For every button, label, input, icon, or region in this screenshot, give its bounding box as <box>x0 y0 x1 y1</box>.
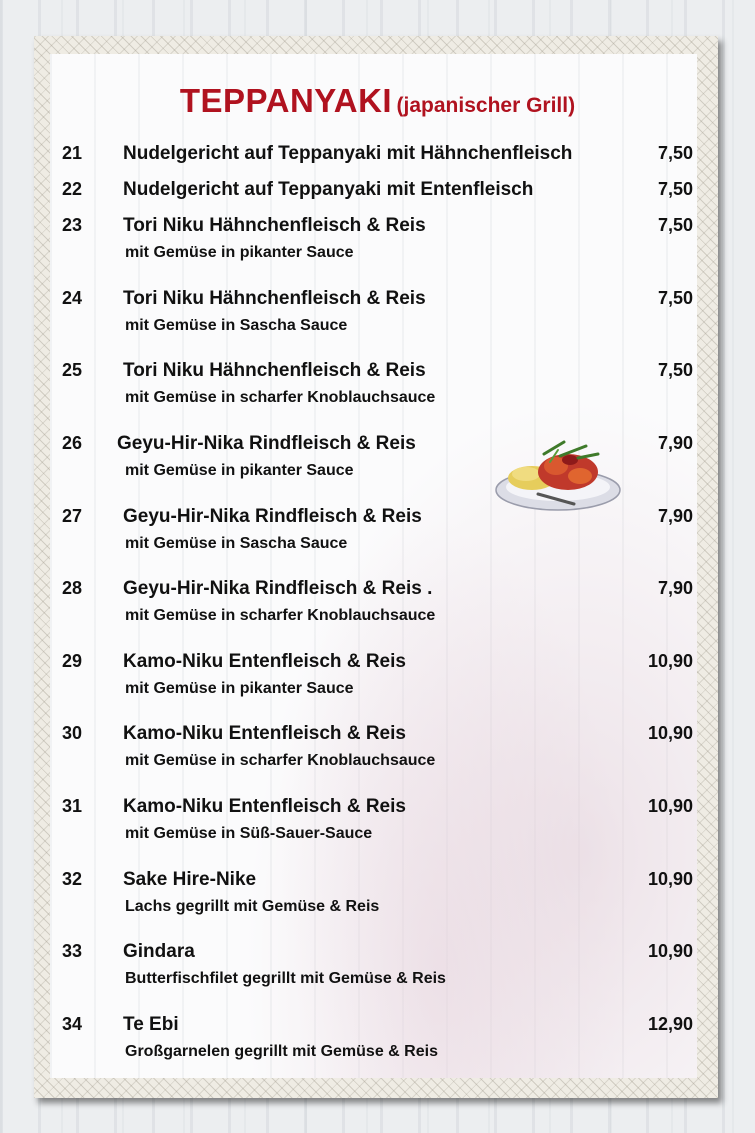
item-price: 7,50 <box>657 360 693 380</box>
item-price: 7,50 <box>657 143 693 163</box>
item-price: 7,50 <box>657 215 693 235</box>
item-name: Kamo-Niku Entenfleisch & Reis <box>123 723 406 744</box>
item-number: 32 <box>62 869 83 889</box>
item-name: Geyu-Hir-Nika Rindfleisch & Reis <box>117 433 416 454</box>
item-number: 30 <box>62 723 83 743</box>
page-title <box>0 82 755 120</box>
item-description: mit Gemüse in Sascha Sauce <box>125 317 348 334</box>
item-price: 7,90 <box>657 578 693 598</box>
item-name: Kamo-Niku Entenfleisch & Reis <box>123 796 406 817</box>
item-number: 33 <box>62 941 83 961</box>
item-price: 10,90 <box>647 869 693 889</box>
item-name: Te Ebi <box>123 1014 179 1035</box>
item-price: 7,50 <box>657 288 693 308</box>
item-name: Sake Hire-Nike <box>123 869 257 890</box>
item-number: 25 <box>62 360 83 380</box>
item-number: 24 <box>62 288 83 308</box>
item-description: mit Gemüse in Süß-Sauer-Sauce <box>125 825 373 842</box>
item-number: 27 <box>62 506 83 526</box>
item-description: mit Gemüse in pikanter Sauce <box>125 244 354 261</box>
item-number: 29 <box>62 651 83 671</box>
item-description: mit Gemüse in scharfer Knoblauchsauce <box>125 389 436 406</box>
item-number: 22 <box>62 179 83 199</box>
item-price: 7,90 <box>657 506 693 526</box>
item-price: 10,90 <box>647 941 693 961</box>
item-price: 12,90 <box>647 1014 693 1034</box>
item-price: 10,90 <box>647 723 693 743</box>
dish-plate-image <box>494 432 626 516</box>
item-price: 10,90 <box>647 796 693 816</box>
item-number: 21 <box>62 143 83 163</box>
item-description: mit Gemüse in pikanter Sauce <box>125 680 354 697</box>
item-name: Geyu-Hir-Nika Rindfleisch & Reis . <box>123 578 433 599</box>
item-number: 28 <box>62 578 83 598</box>
item-name: Tori Niku Hähnchenfleisch & Reis <box>123 215 426 236</box>
item-price: 7,50 <box>657 179 693 199</box>
item-name: Tori Niku Hähnchenfleisch & Reis <box>123 288 426 309</box>
item-name: Gindara <box>123 941 195 962</box>
item-description: mit Gemüse in scharfer Knoblauchsauce <box>125 752 436 769</box>
menu-panel <box>50 54 697 1078</box>
item-description: Lachs gegrillt mit Gemüse & Reis <box>125 898 380 915</box>
item-price: 10,90 <box>647 651 693 671</box>
item-price: 7,90 <box>657 433 693 453</box>
item-number: 34 <box>62 1014 83 1034</box>
item-description: mit Gemüse in Sascha Sauce <box>125 535 348 552</box>
item-name: Kamo-Niku Entenfleisch & Reis <box>123 651 406 672</box>
item-name: Tori Niku Hähnchenfleisch & Reis <box>123 360 426 381</box>
item-description: Butterfischfilet gegrillt mit Gemüse & Reis <box>125 970 446 987</box>
item-name: Nudelgericht auf Teppanyaki mit Entenfleisch <box>123 179 534 200</box>
item-number: 23 <box>62 215 83 235</box>
item-number: 31 <box>62 796 83 816</box>
item-description: mit Gemüse in scharfer Knoblauchsauce <box>125 607 436 624</box>
item-description: mit Gemüse in pikanter Sauce <box>125 462 354 479</box>
title-subtitle: (japanischer Grill) <box>396 94 576 117</box>
item-description: Großgarnelen gegrillt mit Gemüse & Reis <box>125 1043 438 1060</box>
item-name: Nudelgericht auf Teppanyaki mit Hähnchenfleisch <box>123 143 573 164</box>
item-name: Geyu-Hir-Nika Rindfleisch & Reis <box>123 506 422 527</box>
title-main: TEPPANYAKI <box>179 82 393 119</box>
item-number: 26 <box>62 433 83 453</box>
